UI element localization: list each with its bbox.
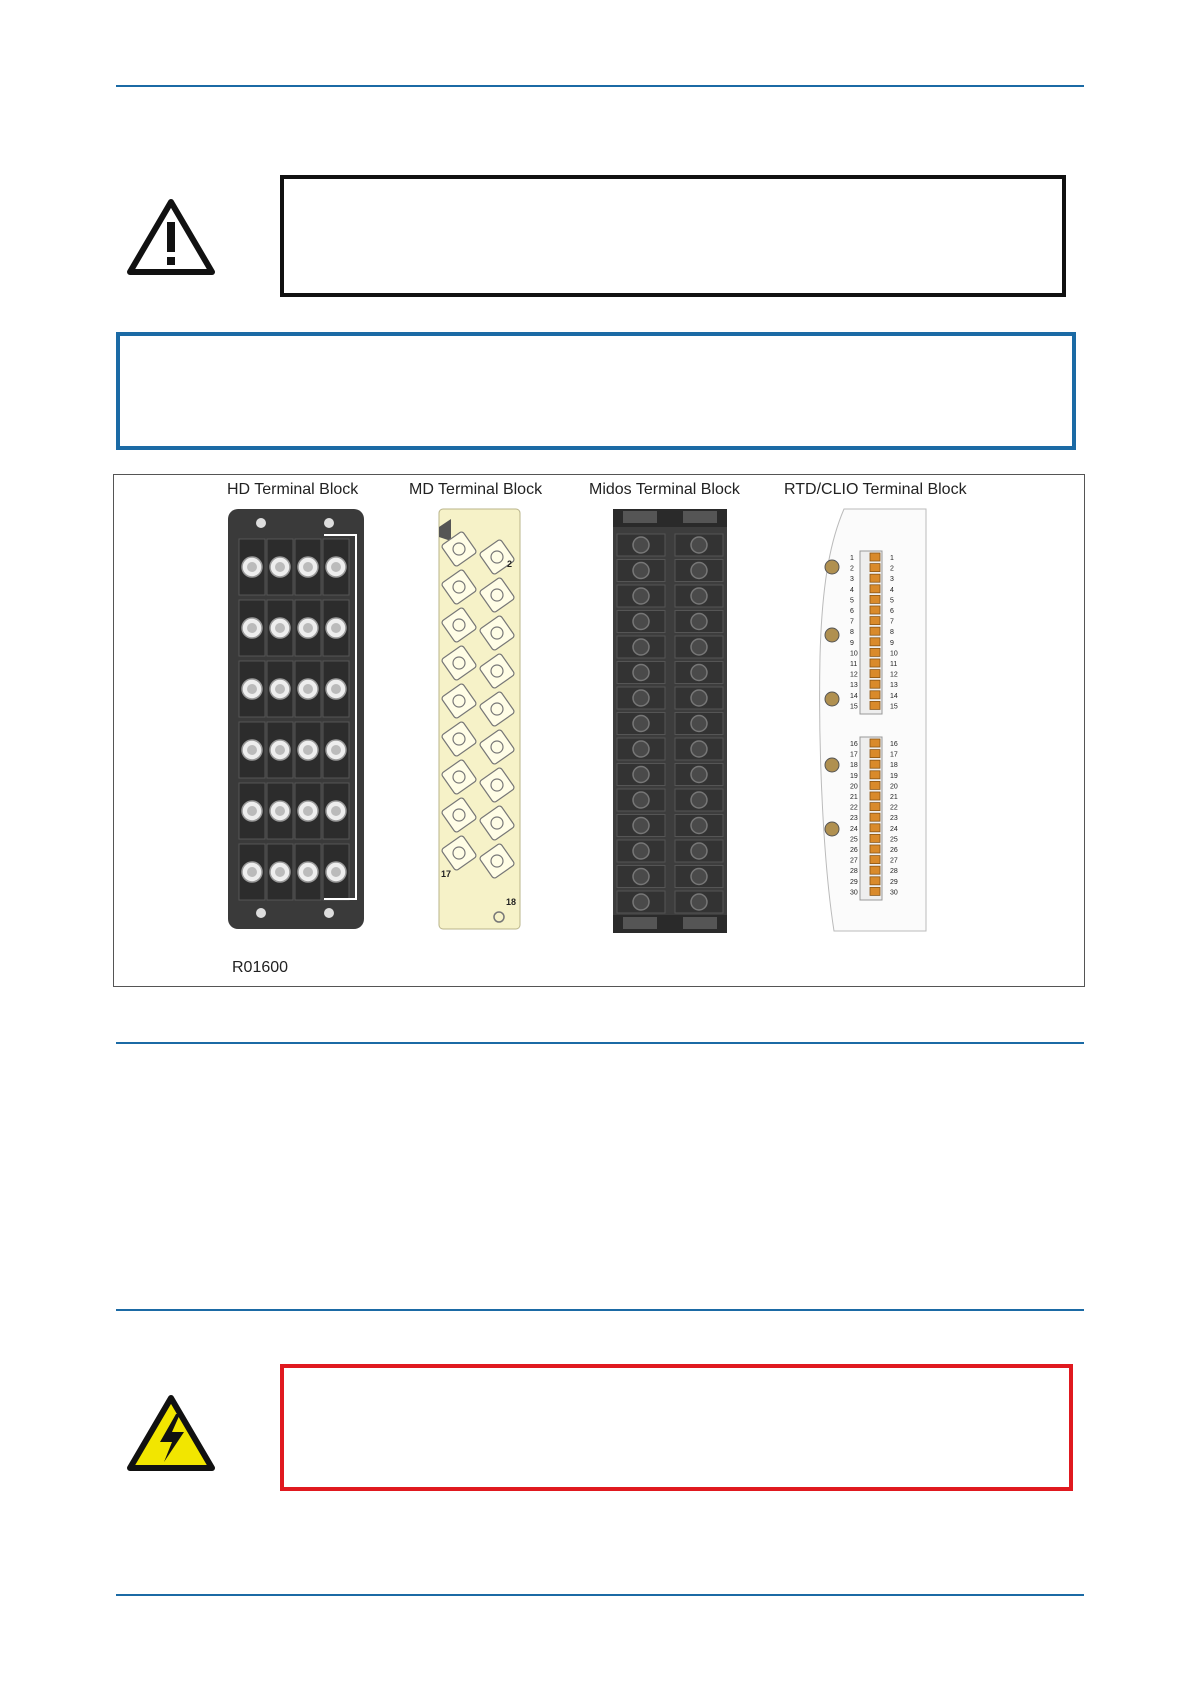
rtd-number-right-8: 8 (890, 629, 894, 637)
rtd-terminal (870, 750, 880, 758)
rtd-terminal (870, 845, 880, 853)
rtd-number-right-17: 17 (890, 751, 898, 759)
midos-terminal (633, 843, 649, 859)
rtd-terminal (870, 739, 880, 747)
midos-terminal (691, 843, 707, 859)
rtd-number-left-13: 13 (850, 682, 858, 690)
rtd-terminal (870, 574, 880, 582)
rtd-number-left-18: 18 (850, 762, 858, 770)
hd-terminal-block (226, 507, 366, 932)
terminal-blocks-figure (113, 474, 1085, 987)
rtd-terminal (870, 792, 880, 800)
rtd-terminal (870, 856, 880, 864)
rtd-screw (825, 560, 839, 574)
rtd-number-right-11: 11 (890, 661, 898, 668)
midos-terminal (633, 639, 649, 655)
rtd-number-left-17: 17 (850, 751, 858, 759)
midos-terminal (633, 588, 649, 604)
rtd-terminal (870, 617, 880, 625)
electric-shock-icon (126, 1392, 216, 1474)
rtd-number-left-24: 24 (850, 825, 858, 833)
midos-terminal (633, 665, 649, 681)
rtd-number-left-9: 9 (850, 639, 854, 647)
rtd-number-right-3: 3 (890, 576, 894, 584)
rtd-number-right-14: 14 (890, 692, 898, 700)
rtd-number-right-5: 5 (890, 597, 894, 605)
rtd-number-right-1: 1 (890, 555, 894, 562)
rtd-number-right-25: 25 (890, 836, 898, 844)
md-label-2: 2 (507, 559, 513, 569)
rtd-terminal (870, 595, 880, 603)
midos-terminal (691, 716, 707, 732)
rtd-terminal (870, 670, 880, 678)
midos-terminal (691, 614, 707, 630)
midos-terminal (691, 690, 707, 706)
rtd-screw (825, 758, 839, 772)
rtd-number-left-14: 14 (850, 692, 858, 700)
md-terminal-block (437, 507, 522, 932)
rtd-number-left-5: 5 (850, 597, 854, 605)
rtd-terminal (870, 877, 880, 885)
rtd-terminal (870, 680, 880, 688)
rtd-number-left-26: 26 (850, 847, 858, 854)
midos-terminal (691, 741, 707, 757)
midos-terminal (633, 792, 649, 808)
rtd-number-right-18: 18 (890, 762, 898, 770)
rtd-terminal (870, 701, 880, 709)
rtd-number-right-24: 24 (890, 825, 898, 833)
rtd-terminal (870, 813, 880, 821)
rtd-number-right-13: 13 (890, 682, 898, 690)
midos-terminal (633, 818, 649, 834)
rtd-number-right-15: 15 (890, 703, 898, 711)
rtd-number-left-6: 6 (850, 608, 854, 615)
midos-terminal (633, 563, 649, 579)
midos-terminal (691, 563, 707, 579)
rtd-clio-terminal-block (814, 507, 934, 935)
midos-terminal (633, 869, 649, 885)
note-box (116, 332, 1076, 450)
rtd-number-left-11: 11 (850, 661, 858, 668)
midos-terminal (691, 818, 707, 834)
rtd-terminal (870, 627, 880, 635)
rtd-number-left-30: 30 (850, 889, 858, 897)
midos-terminal (691, 894, 707, 910)
rtd-block-title: RTD/CLIO Terminal Block (784, 481, 967, 498)
figure-reference: R01600 (232, 959, 289, 976)
rtd-terminal (870, 824, 880, 832)
rtd-terminal (870, 606, 880, 614)
md-label-18: 18 (506, 897, 517, 907)
rtd-number-right-19: 19 (890, 772, 898, 780)
rtd-number-left-20: 20 (850, 783, 858, 791)
rtd-number-right-10: 10 (890, 650, 898, 658)
rtd-number-right-2: 2 (890, 565, 894, 573)
rtd-terminal (870, 691, 880, 699)
rtd-number-left-4: 4 (850, 586, 854, 594)
midos-terminal (633, 690, 649, 706)
midos-terminal (633, 614, 649, 630)
midos-terminal (691, 792, 707, 808)
rtd-terminal (870, 771, 880, 779)
header-rule (116, 85, 1084, 87)
rtd-number-left-22: 22 (850, 804, 858, 812)
rtd-terminal (870, 887, 880, 895)
rtd-number-left-1: 1 (850, 555, 854, 562)
rtd-number-right-4: 4 (890, 586, 894, 594)
rtd-number-left-16: 16 (850, 741, 858, 748)
footer-rule (116, 1594, 1084, 1596)
rtd-number-right-22: 22 (890, 804, 898, 812)
rtd-terminal (870, 803, 880, 811)
rtd-screw (825, 692, 839, 706)
midos-terminal (633, 894, 649, 910)
rtd-number-right-26: 26 (890, 847, 898, 854)
midos-terminal (691, 869, 707, 885)
rtd-number-left-3: 3 (850, 576, 854, 584)
caution-triangle-icon (126, 196, 216, 278)
rtd-terminal (870, 760, 880, 768)
rtd-number-left-7: 7 (850, 618, 854, 626)
rtd-number-right-30: 30 (890, 889, 898, 897)
rtd-number-left-23: 23 (850, 815, 858, 823)
rtd-number-left-19: 19 (850, 772, 858, 780)
midos-terminal (691, 639, 707, 655)
rtd-screw (825, 822, 839, 836)
rtd-number-left-27: 27 (850, 857, 858, 865)
rtd-number-left-29: 29 (850, 878, 858, 886)
rtd-terminal (870, 585, 880, 593)
rtd-number-right-29: 29 (890, 878, 898, 886)
rtd-number-right-12: 12 (890, 671, 898, 679)
rtd-number-left-2: 2 (850, 565, 854, 573)
rtd-number-left-21: 21 (850, 794, 858, 801)
rtd-number-right-9: 9 (890, 639, 894, 647)
midos-terminal (633, 716, 649, 732)
midos-terminal-block (611, 507, 729, 935)
midos-terminal (691, 665, 707, 681)
rtd-number-left-12: 12 (850, 671, 858, 679)
rtd-number-right-6: 6 (890, 608, 894, 615)
md-block-title: MD Terminal Block (409, 481, 543, 498)
rtd-number-left-10: 10 (850, 650, 858, 658)
rtd-number-left-15: 15 (850, 703, 858, 711)
md-label-17: 17 (441, 869, 452, 879)
midos-terminal (633, 767, 649, 783)
rtd-terminal (870, 648, 880, 656)
section-rule-2 (116, 1309, 1084, 1311)
rtd-number-left-25: 25 (850, 836, 858, 844)
rtd-number-right-23: 23 (890, 815, 898, 823)
midos-terminal (691, 767, 707, 783)
warning-box (280, 175, 1066, 297)
rtd-terminal (870, 553, 880, 561)
rtd-number-right-21: 21 (890, 794, 898, 801)
midos-terminal (691, 537, 707, 553)
hd-block-title: HD Terminal Block (227, 481, 359, 498)
rtd-terminal (870, 564, 880, 572)
rtd-number-left-8: 8 (850, 629, 854, 637)
rtd-number-left-28: 28 (850, 868, 858, 876)
midos-terminal (633, 741, 649, 757)
rtd-terminal (870, 638, 880, 646)
section-rule-1 (116, 1042, 1084, 1044)
rtd-number-right-27: 27 (890, 857, 898, 865)
rtd-screw (825, 628, 839, 642)
rtd-number-right-16: 16 (890, 741, 898, 748)
midos-block-title: Midos Terminal Block (589, 481, 740, 498)
rtd-number-right-7: 7 (890, 618, 894, 626)
rtd-terminal (870, 659, 880, 667)
rtd-terminal (870, 866, 880, 874)
rtd-terminal (870, 781, 880, 789)
danger-box (280, 1364, 1073, 1491)
rtd-number-right-20: 20 (890, 783, 898, 791)
rtd-terminal (870, 834, 880, 842)
midos-terminal (691, 588, 707, 604)
midos-terminal (633, 537, 649, 553)
rtd-number-right-28: 28 (890, 868, 898, 876)
